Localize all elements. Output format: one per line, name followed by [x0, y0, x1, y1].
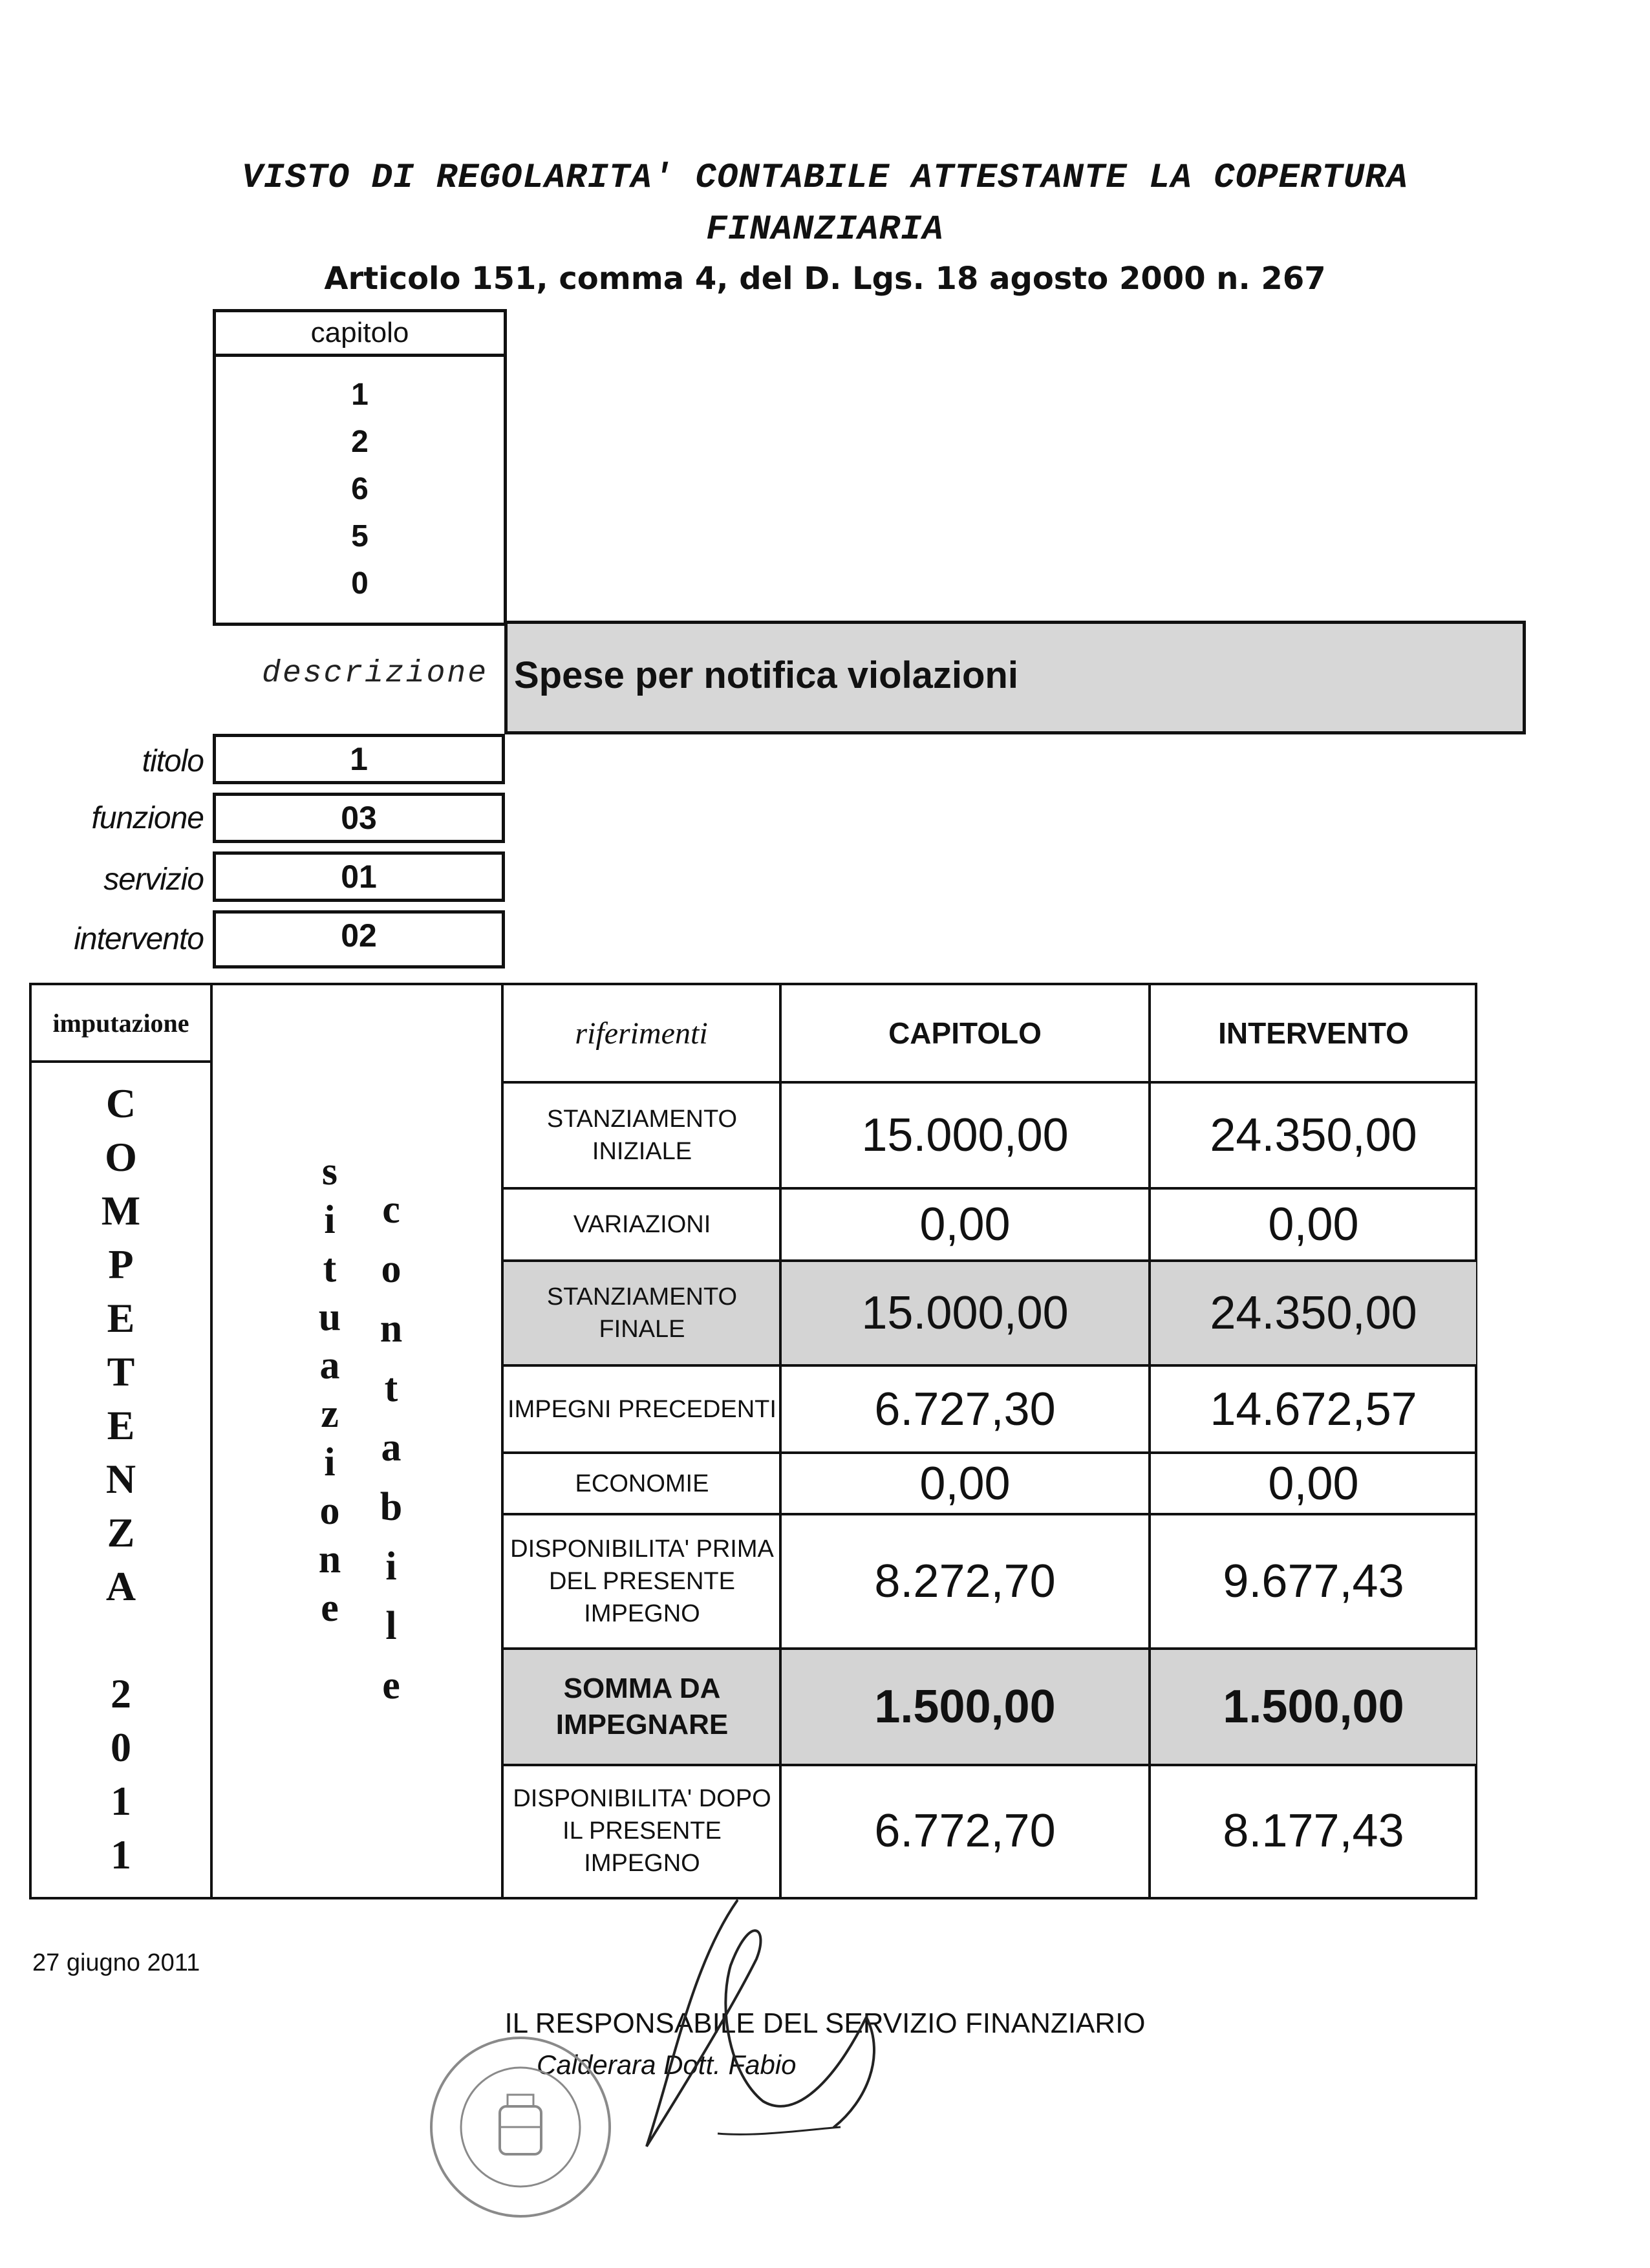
descrizione-value: Spese per notifica violazioni — [504, 621, 1526, 734]
servizio-value: 01 — [213, 851, 505, 902]
contabile-letter: c — [382, 1188, 400, 1232]
contabile-letter: n — [380, 1307, 403, 1351]
row-label: DISPONIBILITA' DOPO IL PRESENTE IMPEGNO — [513, 1785, 771, 1877]
situazione-letter: o — [319, 1489, 340, 1533]
competenza-letter: 2 — [111, 1671, 131, 1717]
header-intervento: INTERVENTO — [1218, 1016, 1409, 1050]
row-intervento-value: 24.350,00 — [1210, 1109, 1417, 1161]
row-capitolo-value: 0,00 — [919, 1457, 1011, 1510]
row-label: STANZIAMENTO FINALE — [546, 1283, 738, 1343]
situazione-letter: a — [319, 1343, 340, 1387]
row-capitolo-value: 15.000,00 — [861, 1287, 1069, 1339]
document-date: 27 giugno 2011 — [32, 1949, 200, 1976]
row-capitolo-value: 6.772,70 — [874, 1805, 1056, 1857]
contabile-letter: a — [381, 1426, 402, 1470]
competenza-letter: 1 — [111, 1832, 131, 1878]
row-label: DISPONIBILITA' PRIMA DEL PRESENTE IMPEGNO — [510, 1535, 774, 1627]
row-label: VARIAZIONI — [573, 1211, 711, 1238]
row-capitolo-value: 6.727,30 — [874, 1383, 1056, 1435]
competenza-letter: C — [105, 1080, 136, 1126]
signature — [608, 1888, 944, 2159]
competenza-2011-vertical — [32, 1076, 210, 1881]
responsabile-name: Calderara Dott. Fabio — [537, 2049, 797, 2080]
contabile-letter: l — [385, 1604, 397, 1648]
situazione-letter: u — [318, 1295, 341, 1339]
capitolo-digit: 5 — [351, 519, 369, 553]
row-capitolo-value: 0,00 — [919, 1199, 1011, 1250]
contabile-letter: o — [381, 1247, 402, 1291]
row-label: ECONOMIE — [575, 1470, 709, 1497]
titolo-value: 1 — [213, 734, 505, 784]
row-label: STANZIAMENTO INIZIALE — [546, 1106, 738, 1165]
competenza-letter: 1 — [111, 1778, 131, 1824]
contabile-vertical — [365, 1180, 417, 1715]
competenza-letter: E — [107, 1295, 135, 1341]
capitolo-digit: 6 — [351, 472, 369, 506]
row-intervento-value: 8.177,43 — [1223, 1805, 1404, 1857]
funzione-label: funzione — [91, 801, 204, 835]
document-title-line2: FINANZIARIA — [706, 210, 944, 250]
header-riferimenti: riferimenti — [575, 1016, 708, 1051]
row-capitolo-value: 1.500,00 — [874, 1681, 1056, 1733]
titolo-label: titolo — [142, 744, 204, 778]
document-title-line1: VISTO DI REGOLARITA' CONTABILE ATTESTANTE LA COPERTURA — [242, 158, 1408, 198]
contabile-letter: e — [382, 1664, 400, 1707]
municipal-stamp — [423, 2030, 617, 2224]
capitolo-digit: 2 — [351, 425, 369, 459]
competenza-letter: O — [105, 1134, 137, 1180]
row-label: IMPEGNI PRECEDENTI — [508, 1395, 777, 1423]
capitolo-box — [213, 309, 507, 626]
competenza-letter: A — [105, 1563, 136, 1609]
responsabile-title: IL RESPONSABILE DEL SERVIZIO FINANZIARIO — [504, 2007, 1146, 2039]
row-intervento-value: 1.500,00 — [1223, 1681, 1404, 1733]
intervento-value: 02 — [213, 910, 505, 968]
capitolo-digit: 0 — [351, 566, 369, 601]
row-intervento-value: 0,00 — [1268, 1199, 1359, 1250]
contabile-letter: b — [380, 1485, 403, 1529]
competenza-letter: Z — [107, 1510, 135, 1556]
competenza-letter: 0 — [111, 1724, 131, 1770]
situazione-letter: n — [318, 1537, 341, 1581]
servizio-label: servizio — [103, 862, 204, 897]
header-capitolo: CAPITOLO — [888, 1016, 1042, 1050]
competenza-letter — [32, 1613, 210, 1667]
situazione-vertical — [304, 1148, 356, 1632]
row-intervento-value: 0,00 — [1268, 1457, 1359, 1510]
row-intervento-value: 14.672,57 — [1210, 1383, 1417, 1435]
capitolo-header: capitolo — [216, 312, 504, 357]
competenza-letter: P — [108, 1241, 134, 1287]
row-capitolo-value: 8.272,70 — [874, 1556, 1056, 1607]
situazione-letter: s — [321, 1150, 338, 1193]
situazione-letter: i — [324, 1440, 336, 1484]
situazione-letter: e — [321, 1586, 339, 1630]
competenza-letter: M — [101, 1188, 141, 1234]
row-intervento-value: 24.350,00 — [1210, 1287, 1417, 1339]
row-capitolo-value: 15.000,00 — [861, 1109, 1069, 1161]
competenza-letter: N — [105, 1456, 136, 1502]
competenza-letter: T — [107, 1349, 135, 1395]
competenza-letter: E — [107, 1402, 135, 1448]
capitolo-digit: 1 — [351, 378, 369, 412]
intervento-label: intervento — [74, 922, 204, 956]
situazione-letter: t — [323, 1246, 337, 1290]
descrizione-label: descrizione — [262, 656, 488, 691]
document-subtitle: Articolo 151, comma 4, del D. Lgs. 18 agosto 2000 n. 267 — [324, 261, 1326, 297]
capitolo-digits — [216, 357, 504, 607]
imputazione-header: imputazione — [52, 1008, 189, 1038]
contabile-letter: i — [385, 1545, 397, 1589]
situazione-letter: z — [321, 1392, 339, 1436]
row-label: SOMMA DA IMPEGNARE — [555, 1673, 729, 1740]
funzione-value: 03 — [213, 793, 505, 843]
row-intervento-value: 9.677,43 — [1223, 1556, 1404, 1607]
contabile-letter: t — [384, 1366, 398, 1410]
situazione-letter: i — [324, 1198, 336, 1242]
